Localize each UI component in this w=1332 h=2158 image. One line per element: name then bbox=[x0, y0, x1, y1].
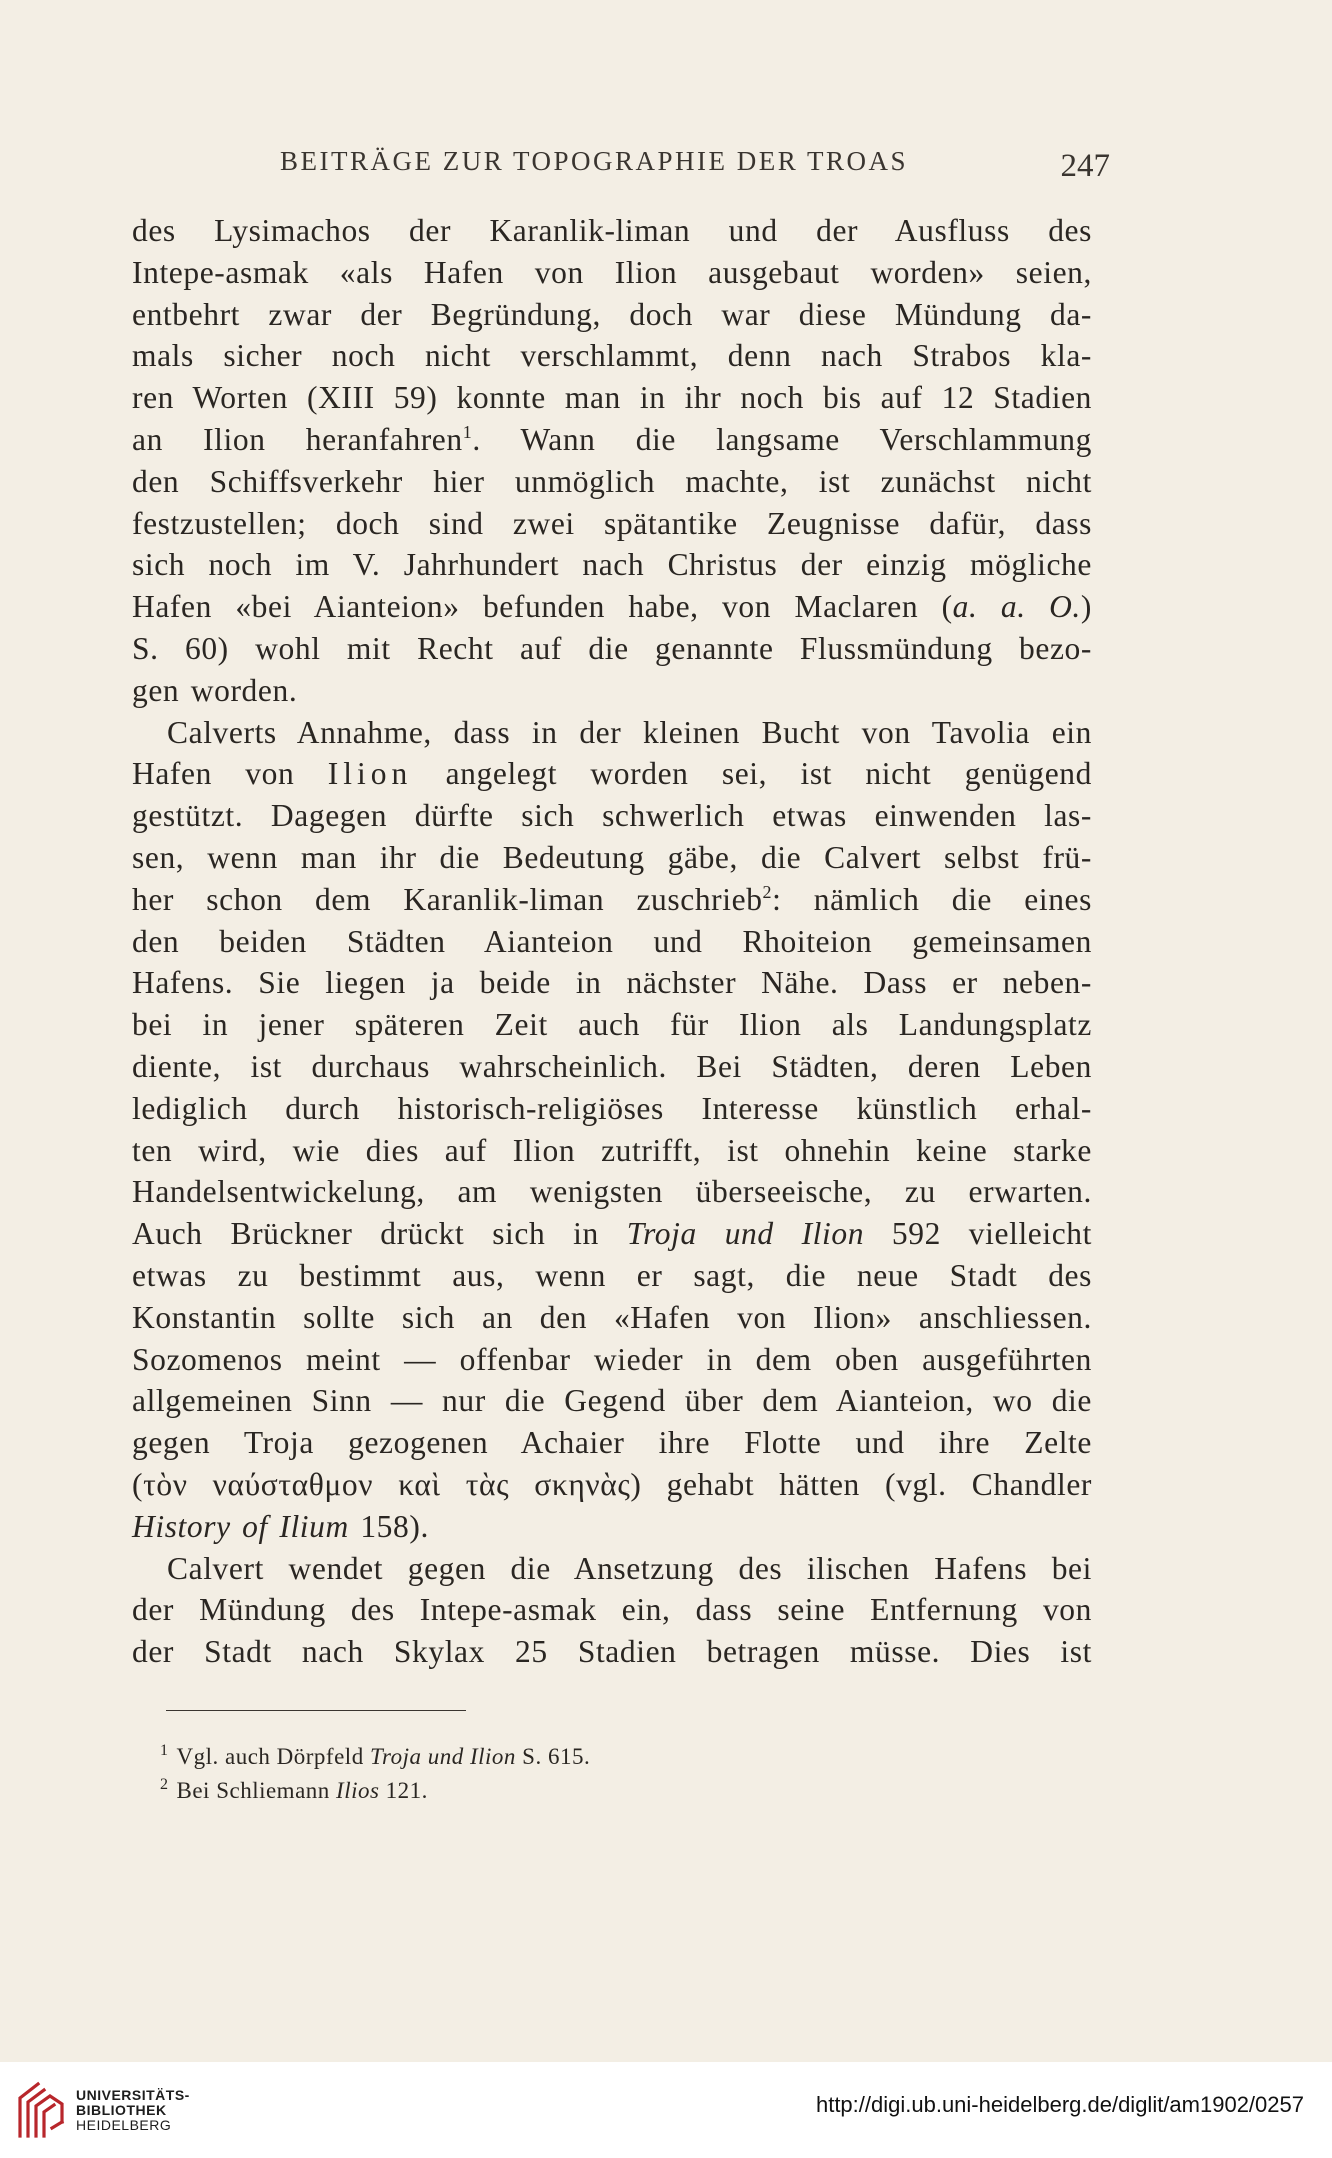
text-line: gegen Troja gezogenen Achaier ihre Flotte und ihre Zelte bbox=[132, 1425, 1092, 1461]
text-line: Sozomenos meint — offenbar wieder in dem oben ausgeführten bbox=[132, 1341, 1092, 1377]
text-line: Hafen «bei Aianteion» befunden habe, von Maclaren (a. a. O.) bbox=[132, 589, 1092, 625]
text-line: (τὸν ναύσταθμον καὶ τὰς σκηνὰς) gehabt hätten (vgl. Chandler bbox=[132, 1466, 1092, 1502]
footnote: $^2$ Bei Schliemann Ilios 121. bbox=[160, 1776, 428, 1803]
text-line: diente, ist durchaus wahrscheinlich. Bei Städten, deren Leben bbox=[132, 1048, 1092, 1084]
text-line: Calvert wendet gegen die Ansetzung des ilischen Hafens bei bbox=[167, 1550, 1092, 1586]
text-line: den Schiffsverkehr hier unmöglich machte, ist zunächst nicht bbox=[132, 463, 1092, 499]
text-line: etwas zu bestimmt aus, wenn er sagt, die neue Stadt des bbox=[132, 1257, 1092, 1293]
text-line: S. 60) wohl mit Recht auf die genannte Flussmündung bezo- bbox=[132, 630, 1092, 666]
text-line: des Lysimachos der Karanlik-liman und der Ausfluss des bbox=[132, 213, 1092, 248]
footnote-ref: 1 bbox=[462, 421, 473, 442]
text-line: sich noch im V. Jahrhundert nach Christus der einzig mögliche bbox=[132, 547, 1092, 583]
text-line: ren Worten (XIII 59) konnte man in ihr noch bis auf 12 Stadien bbox=[132, 380, 1092, 416]
text-line: der Stadt nach Skylax 25 Stadien betragen müsse. Dies ist bbox=[132, 1634, 1092, 1670]
text-line: entbehrt zwar der Begründung, doch war diese Mündung da- bbox=[132, 296, 1092, 332]
page-number: 247 bbox=[1060, 148, 1110, 184]
text-line: an Ilion heranfahren$^1$. Wann die langsame Verschlammung bbox=[132, 421, 1092, 457]
footnote: $^1$ Vgl. auch Dörpfeld Troja und Ilion S. 615. bbox=[160, 1742, 591, 1769]
text-line: allgemeinen Sinn — nur die Gegend über dem Aianteion, wo die bbox=[132, 1383, 1092, 1419]
text-line: sen, wenn man ihr die Bedeutung gäbe, die Calvert selbst frü- bbox=[132, 839, 1092, 875]
text-line: Hafens. Sie liegen ja beide in nächster Nähe. Dass er neben- bbox=[132, 965, 1092, 1001]
text-line: Handelsentwickelung, am wenigsten überseeische, zu erwarten. bbox=[132, 1174, 1092, 1210]
heidelberg-library-logo-icon bbox=[14, 2078, 68, 2142]
text-line: lediglich durch historisch-religiöses Interesse künstlich erhal- bbox=[132, 1090, 1092, 1126]
text-line: den beiden Städten Aianteion und Rhoiteion gemeinsamen bbox=[132, 923, 1092, 959]
footnote-divider bbox=[166, 1710, 466, 1711]
running-head bbox=[130, 146, 1130, 186]
text-line: gestützt. Dagegen dürfte sich schwerlich etwas einwenden las- bbox=[132, 798, 1092, 834]
footnote-ref: 2 bbox=[762, 881, 773, 902]
text-line: gen worden. bbox=[132, 672, 298, 708]
library-name: UNIVERSITÄTS- BIBLIOTHEK HEIDELBERG bbox=[76, 2087, 190, 2133]
text-line: bei in jener späteren Zeit auch für Ilion als Landungsplatz bbox=[132, 1007, 1092, 1043]
footer-bar bbox=[0, 2062, 1332, 2158]
running-title: BEITRÄGE ZUR TOPOGRAPHIE DER TROAS bbox=[280, 146, 909, 176]
text-line: Konstantin sollte sich an den «Hafen von Ilion» anschliessen. bbox=[132, 1299, 1092, 1335]
text-line: der Mündung des Intepe-asmak ein, dass seine Entfernung von bbox=[132, 1592, 1092, 1628]
text-line: Intepe-asmak «als Hafen von Ilion ausgebaut worden» seien, bbox=[132, 254, 1092, 290]
text-line: Hafen von Ilion angelegt worden sei, ist nicht genügend bbox=[132, 756, 1092, 792]
text-line: festzustellen; doch sind zwei spätantike Zeugnisse dafür, dass bbox=[132, 505, 1092, 541]
text-line: ten wird, wie dies auf Ilion zutrifft, ist ohnehin keine starke bbox=[132, 1132, 1092, 1168]
text-line: her schon dem Karanlik-liman zuschrieb$^2$: nämlich die eines bbox=[132, 881, 1092, 917]
source-url[interactable]: http://digi.ub.uni-heidelberg.de/diglit/am1902/0257 bbox=[815, 2092, 1304, 2117]
text-line: Auch Brückner drückt sich in Troja und Ilion 592 vielleicht bbox=[132, 1216, 1093, 1252]
footnotes bbox=[160, 1740, 1060, 1808]
body-text bbox=[132, 210, 1092, 1673]
text-line: History of Ilium 158). bbox=[132, 1508, 429, 1544]
text-line: mals sicher noch nicht verschlammt, denn nach Strabos kla- bbox=[132, 338, 1092, 374]
text-line: Calverts Annahme, dass in der kleinen Bucht von Tavolia ein bbox=[167, 714, 1092, 750]
